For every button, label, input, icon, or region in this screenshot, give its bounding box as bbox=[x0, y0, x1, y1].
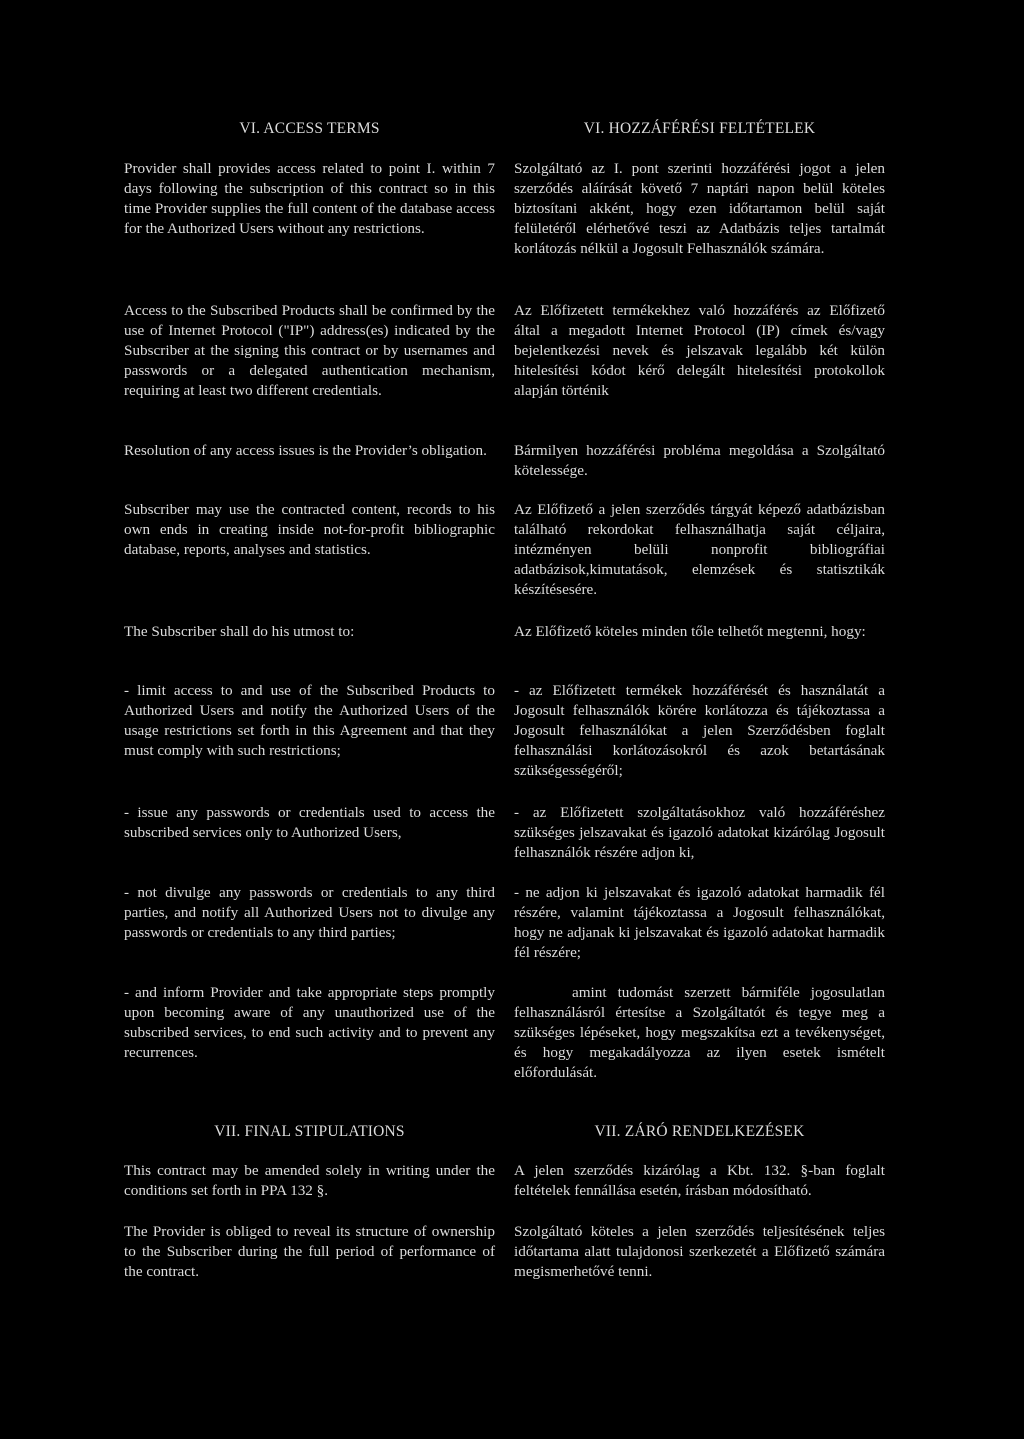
vii-paragraph-2-hu: Szolgáltató köteles a jelen szerződés teljesítésének teljes időtartama alatt tulajdonosi szerkezetét a Előfizető számára megismerhetővé tenni. bbox=[514, 1223, 885, 1280]
vii-paragraph-1-en: This contract may be amended solely in writing under the conditions set forth in PPA 132 §. bbox=[124, 1162, 495, 1199]
vi-list-item-2-hu: - az Előfizetett szolgáltatásokhoz való hozzáféréshez szükséges jelszavakat és igazoló adatokat kizárólag Jogosult felhasználók részére adjon ki, bbox=[514, 804, 885, 861]
vi-paragraph-3-en: Resolution of any access issues is the Provider’s obligation. bbox=[124, 442, 487, 459]
vi-paragraph-1-en: Provider shall provides access related to point I. within 7 days following the subscription of this contract so in this time Provider supplies the full content of the database access for the Authorized Users without any restrictions. bbox=[124, 160, 495, 237]
section-vii-title-hu: VII. ZÁRÓ RENDELKEZÉSEK bbox=[594, 1123, 805, 1140]
vi-list-item-3-hu: - ne adjon ki jelszavakat és igazoló adatokat harmadik fél részére, valamint tájékoztassa a Jogosult felhasználókat, hogy ne adjanak ki jelszavakat és igazoló adatokat harmadik fél részére; bbox=[514, 884, 885, 961]
section-vi-title-hu: VI. HOZZÁFÉRÉSI FELTÉTELEK bbox=[583, 120, 816, 137]
vii-paragraph-1-hu: A jelen szerződés kizárólag a Kbt. 132. §-ban foglalt feltételek fennállása esetén, írásban módosítható. bbox=[514, 1162, 885, 1199]
vi-paragraph-1-hu: Szolgáltató az I. pont szerinti hozzáférési jogot a jelen szerződés aláírását követő 7 naptári napon belül köteles biztosítani akként, hogy ezen időtartamon belül saját felületéről elérhetővé teszi az Adatbázis teljes tartalmát korlátozás nélkül a Jogosult Felhasználók számára. bbox=[514, 160, 885, 257]
vi-paragraph-2-hu: Az Előfizetett termékekhez való hozzáférés az Előfizető által a megadott Internet Protocol (IP) címek és/vagy bejelentkezési nevek és jelszavak legalább két külön hitelesítési kódot kérő delegált hitelesítési protokollok alapján történik bbox=[514, 302, 885, 399]
vi-paragraph-4-en: Subscriber may use the contracted content, records to his own ends in creating inside not-for-profit bibliographic database, reports, analyses and statistics. bbox=[124, 501, 495, 558]
vi-paragraph-4-hu: Az Előfizető a jelen szerződés tárgyát képező adatbázisban található rekordokat felhasználhatja saját céljaira, intézményen belüli nonprofit bibliográfiai adatbázisok,kimutatások, elemzések és statisztikák készítésesére. bbox=[514, 501, 885, 598]
vi-paragraph-5-hu: Az Előfizető köteles minden tőle telhetőt megtenni, hogy: bbox=[514, 623, 866, 640]
vi-list-item-1-en: - limit access to and use of the Subscribed Products to Authorized Users and notify the Authorized Users of the usage restrictions set forth in this Agreement and that they must comply with such restrictions; bbox=[124, 682, 495, 759]
vii-paragraph-2-en: The Provider is obliged to reveal its structure of ownership to the Subscriber during the full period of performance of the contract. bbox=[124, 1223, 495, 1280]
vi-list-item-1-hu: - az Előfizetett termékek hozzáférését és használatát a Jogosult felhasználók körére korlátozza és tájékoztassa a Jogosult felhasználókat a jelen Szerződésben foglalt felhasználási korlátozásokról és azok betartásának szükségességéről; bbox=[514, 682, 885, 779]
vi-paragraph-2-en: Access to the Subscribed Products shall be confirmed by the use of Internet Protocol ("IP") address(es) indicated by the Subscriber at the signing this contract or by usernames and passwords or a delegated authentication mechanism, requiring at least two different credentials. bbox=[124, 302, 495, 399]
section-vi-title-en: VI. ACCESS TERMS bbox=[239, 120, 380, 137]
vi-list-item-4-hu: amint tudomást szerzett bármiféle jogosulatlan felhasználásról értesítse a Szolgáltatót és tegye meg a szükséges lépéseket, hogy megszakítsa ezt a tevékenységet, és hogy megakadályozza az ilyen esetek ismételt előfordulását. bbox=[514, 984, 885, 1081]
vi-list-item-3-en: - not divulge any passwords or credentials to any third parties, and notify all Authorized Users not to divulge any passwords or credentials to any third parties; bbox=[124, 884, 495, 941]
vi-list-item-2-en: - issue any passwords or credentials used to access the subscribed services only to Authorized Users, bbox=[124, 804, 495, 841]
section-vii-title-en: VII. FINAL STIPULATIONS bbox=[214, 1123, 405, 1140]
vi-paragraph-5-en: The Subscriber shall do his utmost to: bbox=[124, 623, 355, 640]
vi-list-item-4-en: - and inform Provider and take appropriate steps promptly upon becoming aware of any unauthorized use of the subscribed services, to end such activity and to prevent any recurrences. bbox=[124, 984, 495, 1061]
vi-paragraph-3-hu: Bármilyen hozzáférési probléma megoldása a Szolgáltató kötelessége. bbox=[514, 442, 885, 479]
